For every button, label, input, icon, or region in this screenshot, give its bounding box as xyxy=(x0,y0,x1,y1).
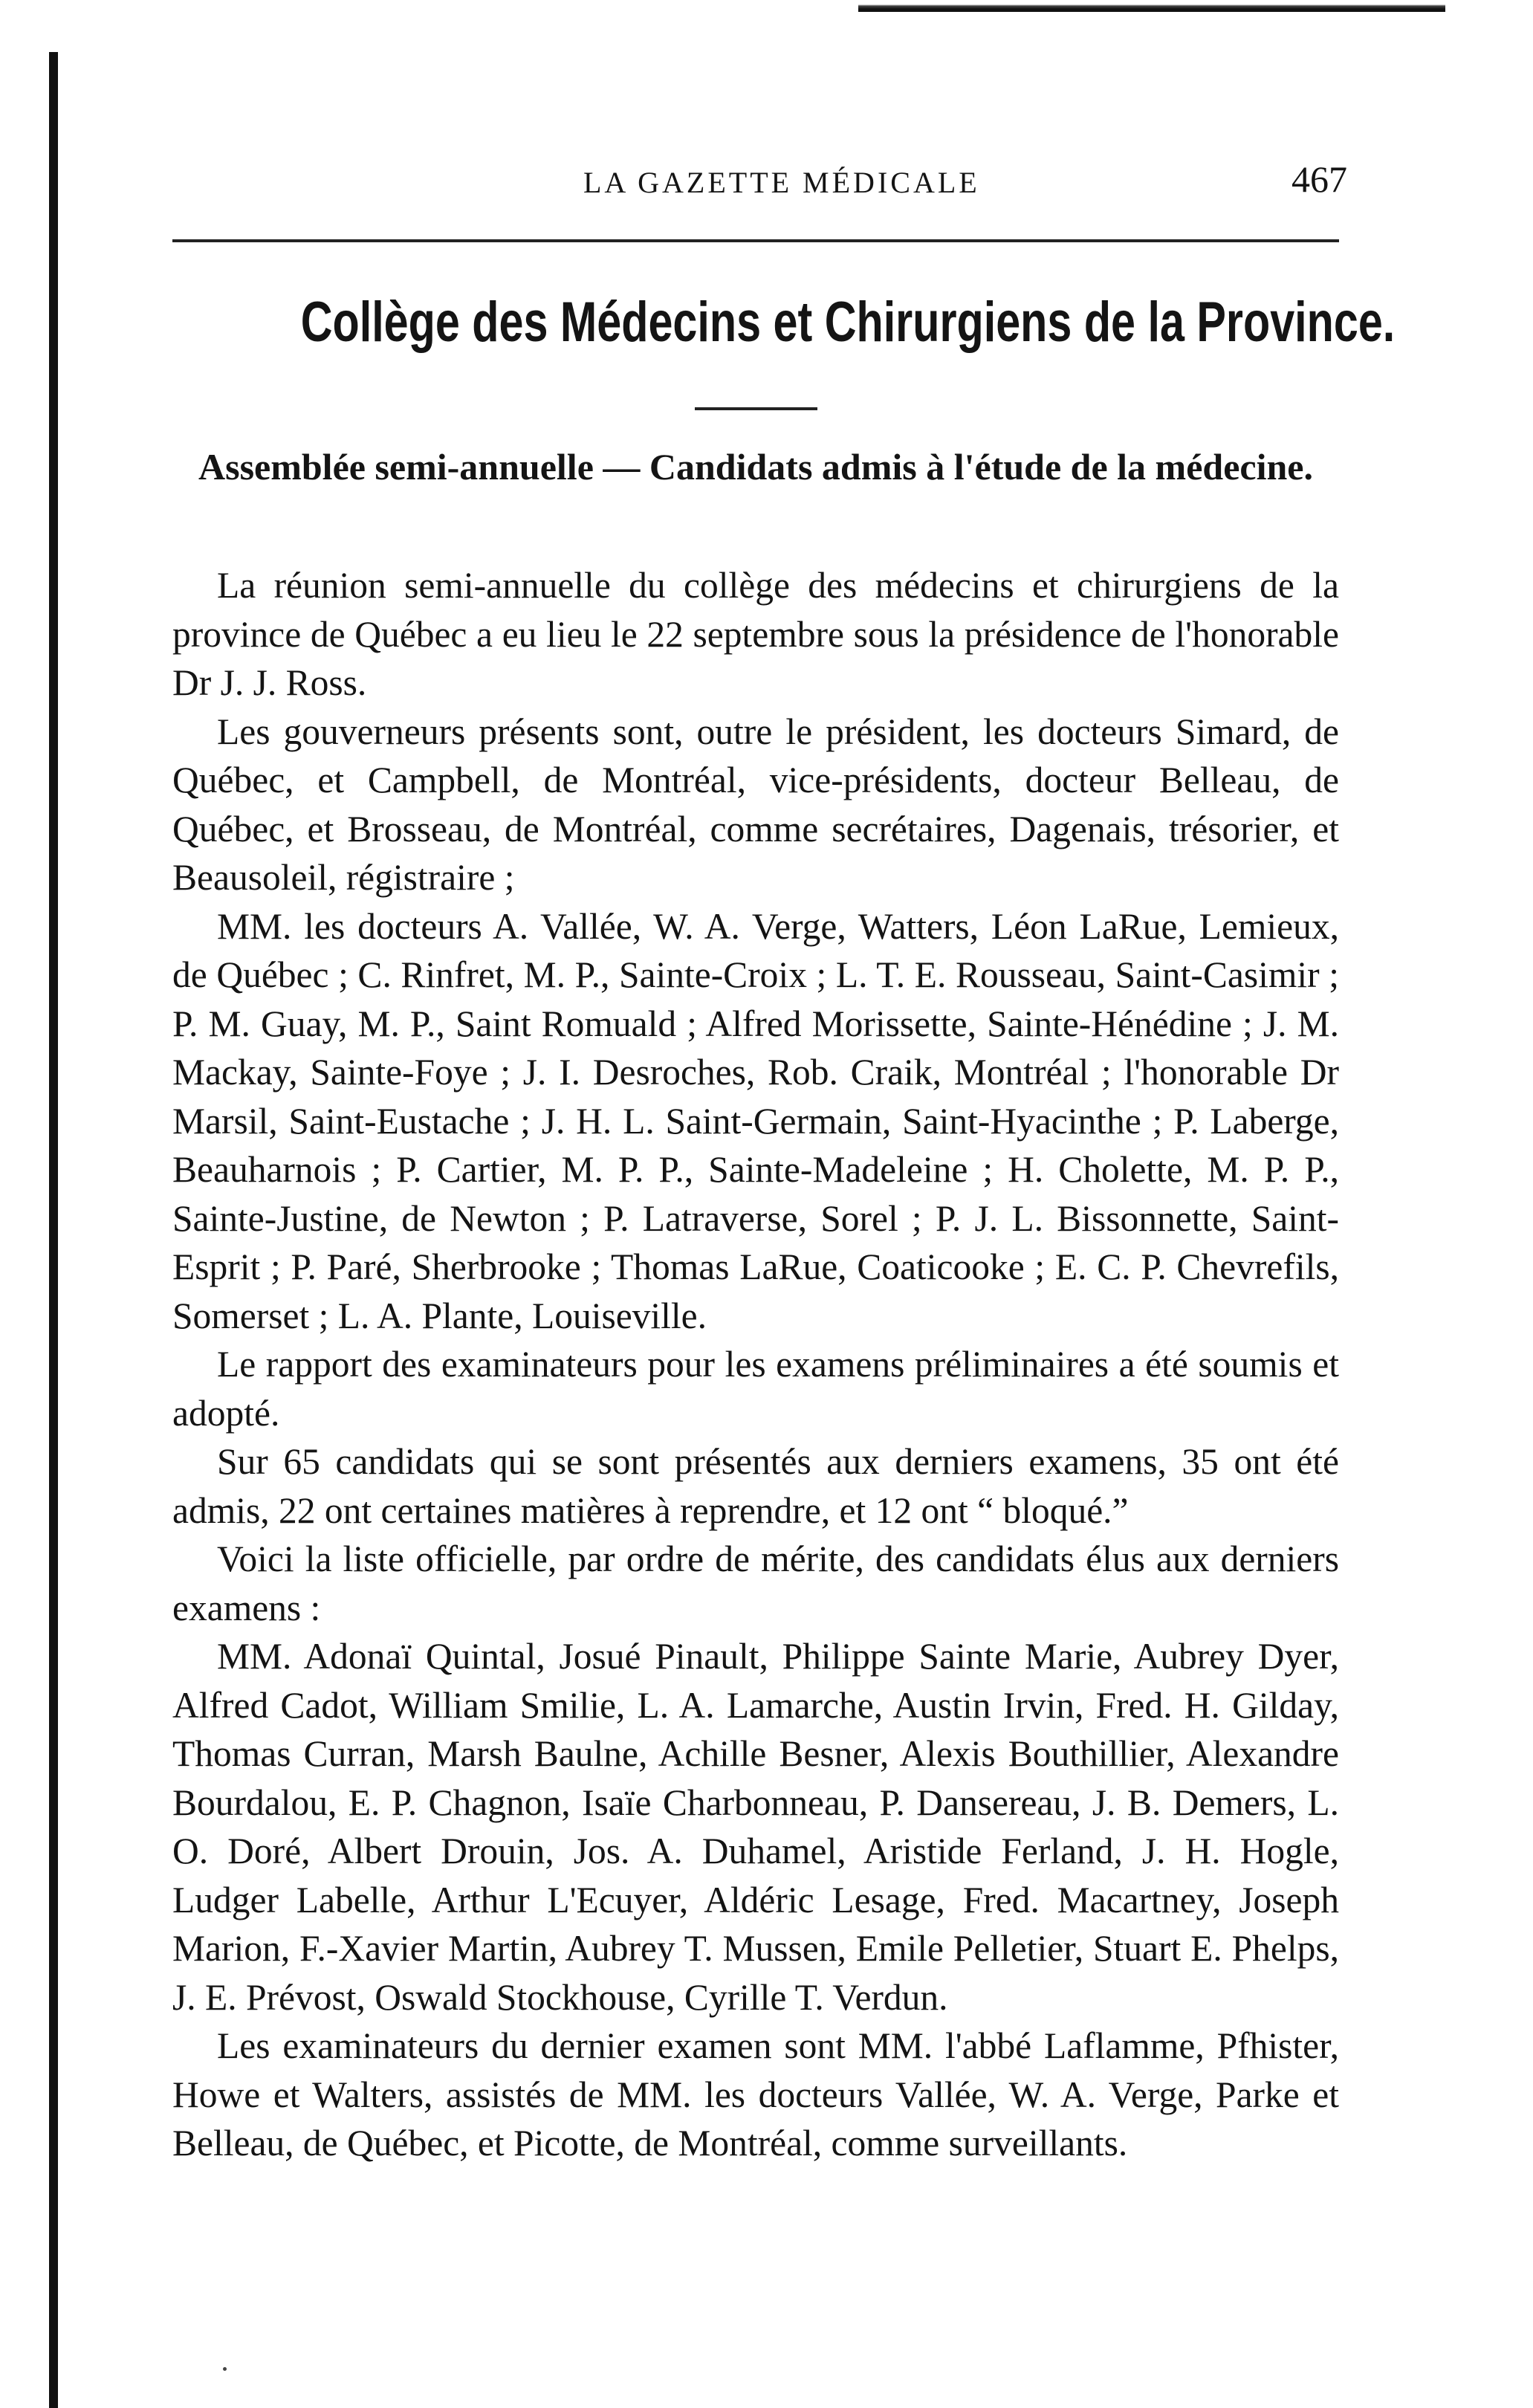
paragraph: Sur 65 candidats qui se sont présentés aux derniers examens, 35 ont été admis, 22 ont certaines matières à reprendre, et 12 ont “ bloqué.” xyxy=(172,1441,1339,1531)
top-page-rule xyxy=(858,4,1445,12)
paragraph: Les examinateurs du dernier examen sont MM. l'abbé Laflamme, Pfhister, Howe et Walters, assistés de MM. les docteurs Vallée, W. A. Verge, Parke et Belleau, de Québec, et Picotte, de Montréal, comme surveillants. xyxy=(172,2025,1339,2163)
paragraph: Le rapport des examinateurs pour les examens préliminaires a été soumis et adopté. xyxy=(172,1344,1339,1434)
page-number: 467 xyxy=(1291,158,1347,200)
paragraph: MM. les docteurs A. Vallée, W. A. Verge, Watters, Léon LaRue, Lemieux, de Québec ; C. Rinfret, M. P., Sainte-Croix ; L. T. E. Rousseau, Saint-Casimir ; P. M. Guay, M. P., Saint Romuald ; Alfred Morissette, Sainte-Hénédine ; J. M. Mackay, Sainte-Foye ; J. I. Desroches, Rob. Craik, Montréal ; l'honorable Dr Marsil, Saint-Eustache ; J. H. L. Saint-Germain, Saint-Hyacinthe ; P. Laberge, Beauharnois ; P. Cartier, M. P. P., Sainte-Madeleine ; H. Cholette, M. P. P., Sainte-Justine, de Newton ; P. Latraverse, Sorel ; P. J. L. Bissonnette, Saint-Esprit ; P. Paré, Sherbrooke ; Thomas LaRue, Coaticooke ; E. C. P. Chevrefils, Somerset ; L. A. Plante, Louiseville. xyxy=(172,905,1339,1336)
header-rule xyxy=(172,239,1339,242)
article-subtitle: Assemblée semi-annuelle — Candidats admis à l'étude de la médecine. xyxy=(198,446,1313,488)
paragraph: Les gouverneurs présents sont, outre le président, les docteurs Simard, de Québec, et Campbell, de Montréal, vice-présidents, docteur Belleau, de Québec, et Brosseau, de Montréal, comme secrétaires, Dagenais, trésorier, et Beausoleil, régistraire ; xyxy=(172,711,1339,898)
article-title: Collège des Médecins et Chirurgiens de la Province. xyxy=(300,291,1396,354)
paragraph: La réunion semi-annuelle du collège des médecins et chirurgiens de la province de Québec a eu lieu le 22 septembre sous la présidence de l'honorable Dr J. J. Ross. xyxy=(172,565,1339,703)
running-head: LA GAZETTE MÉDICALE xyxy=(583,166,980,199)
scan-speck xyxy=(223,2367,227,2371)
paragraph: MM. Adonaï Quintal, Josué Pinault, Philippe Sainte Marie, Aubrey Dyer, Alfred Cadot, William Smilie, L. A. Lamarche, Austin Irvin, Fred. H. Gilday, Thomas Curran, Marsh Baulne, Achille Besner, Alexis Bouthillier, Alexandre Bourdalou, E. P. Chagnon, Isaïe Charbonneau, P. Dansereau, J. B. Demers, L. O. Doré, Albert Drouin, Jos. A. Duhamel, Aristide Ferland, J. H. Hogle, Ludger Labelle, Arthur L'Ecuyer, Aldéric Lesage, Fred. Macartney, Joseph Marion, F.-Xavier Martin, Aubrey T. Mussen, Emile Pelletier, Stuart E. Phelps, J. E. Prévost, Oswald Stockhouse, Cyrille T. Verdun. xyxy=(172,1636,1339,2018)
article-body xyxy=(172,561,1339,2168)
title-divider xyxy=(695,407,817,410)
scan-margin-line xyxy=(49,52,58,2408)
paragraph: Voici la liste officielle, par ordre de mérite, des candidats élus aux derniers examens : xyxy=(172,1538,1339,1628)
